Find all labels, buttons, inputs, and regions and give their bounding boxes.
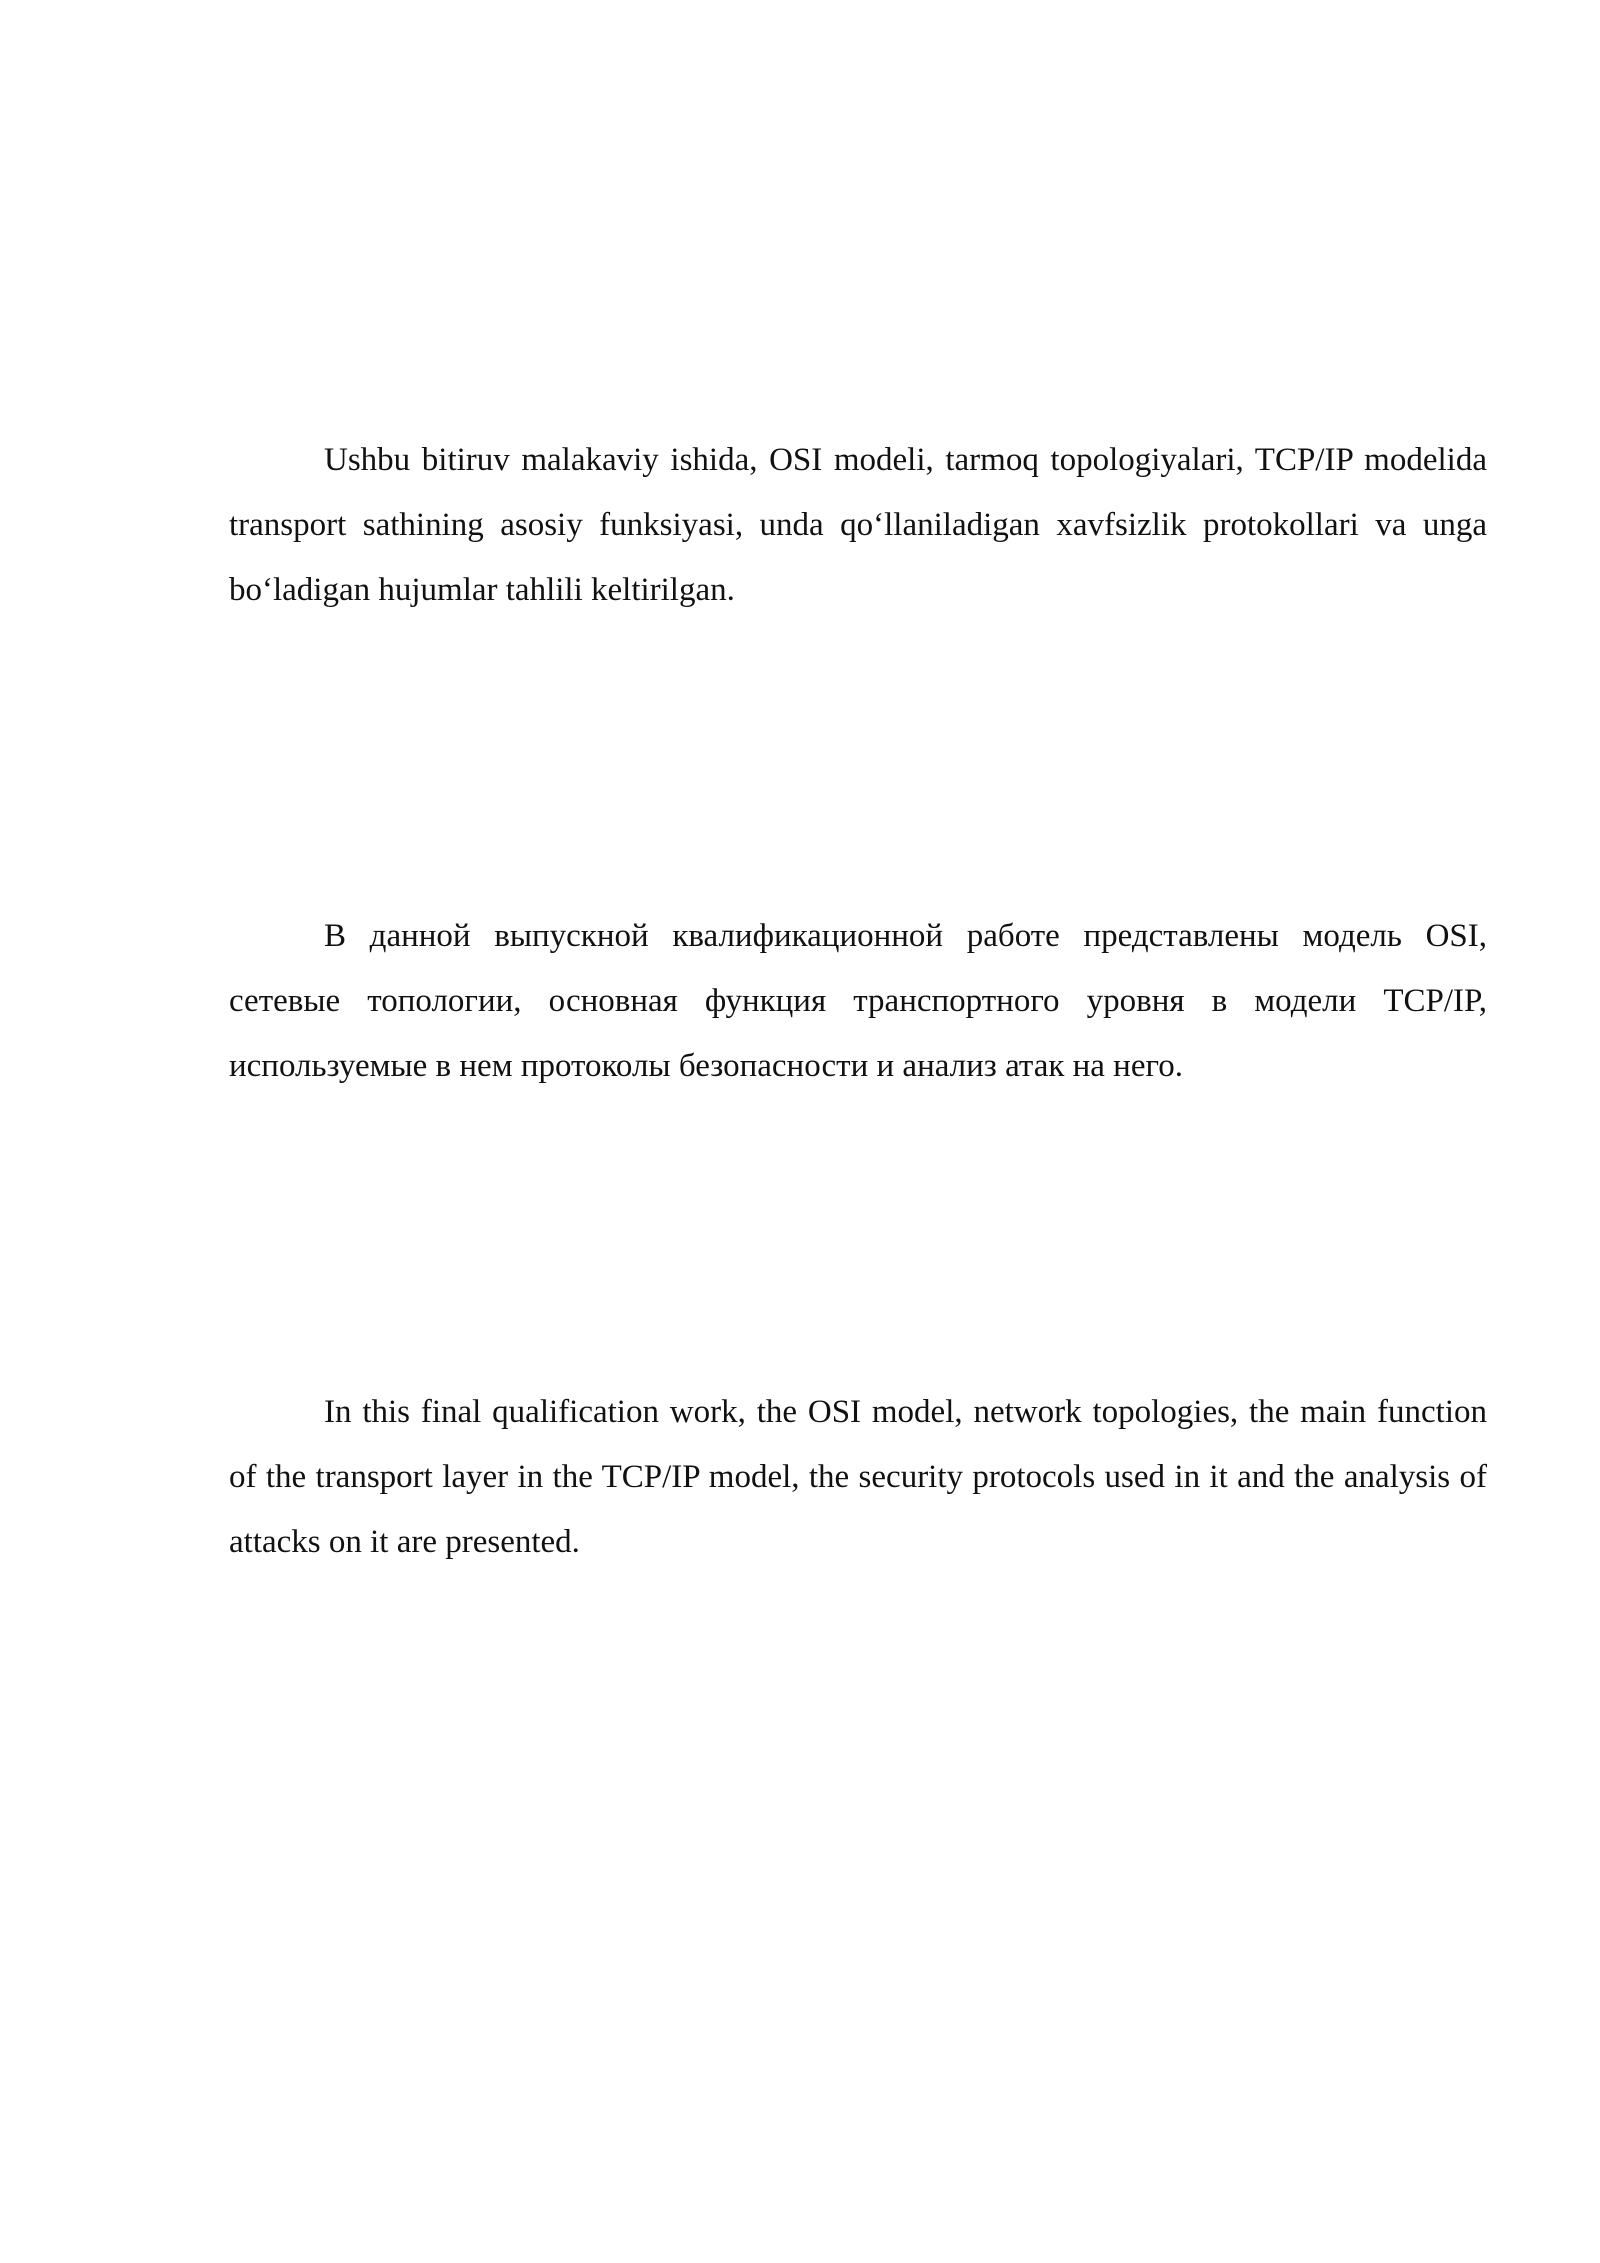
abstract-english: In this final qualification work, the OSI model, network topologies, the main function of the transport layer in the TCP/IP model, the security protocols used in it and the analysis of attacks on it are presented. [229, 1394, 1487, 1560]
abstract-uzbek: Ushbu bitiruv malakaviy ishida, OSI modeli, tarmoq topologiyalari, TCP/IP modelida transport sathining asosiy funksiyasi, unda qo‘llaniladigan xavfsizlik protokollari va unga bo‘ladigan hujumlar tahlili keltirilgan. [229, 442, 1487, 608]
abstract-russian: В данной выпускной квалификационной работе представлены модель OSI, сетевые топологии, основная функция транспортного уровня в модели TCP/IP, используемые в нем протоколы безопасности и анализ атак на него. [229, 918, 1487, 1084]
